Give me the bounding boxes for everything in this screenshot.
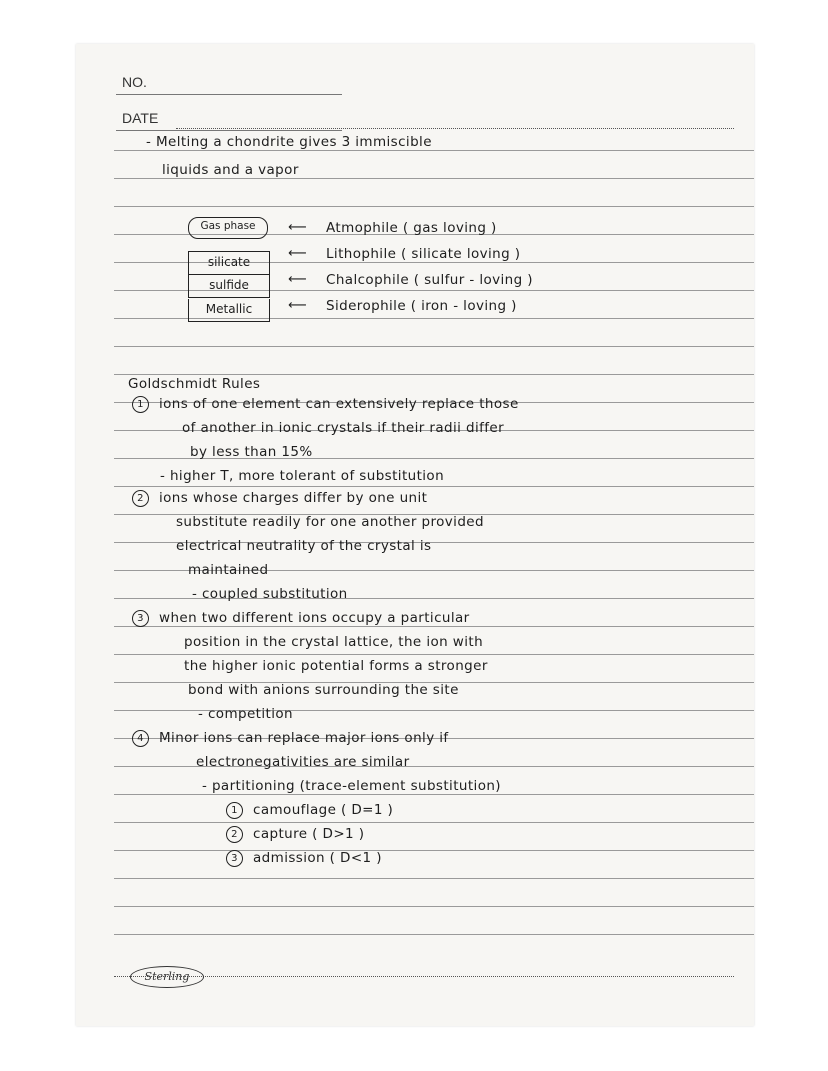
rule-line: [114, 654, 754, 655]
layer-label: silicate: [207, 255, 251, 269]
note-line: - competition: [198, 706, 293, 722]
layer-silicate: [188, 251, 270, 275]
arrow-left-icon: ⟵: [288, 272, 307, 287]
layer-label: Metallic: [205, 302, 253, 316]
rule-line: [114, 346, 754, 347]
note-line: position in the crystal lattice, the ion with: [184, 634, 484, 650]
arrow-left-icon: ⟵: [288, 298, 307, 313]
note-line: when two different ions occupy a particular: [159, 610, 470, 626]
rule-line: [114, 878, 754, 879]
layer-metallic: [188, 299, 270, 322]
sub-number: 2: [226, 826, 243, 843]
rule-item: [132, 490, 427, 507]
element-class-label: Lithophile ( silicate loving ): [326, 246, 521, 262]
note-line: electronegativities are similar: [196, 754, 410, 770]
no-underline: [116, 94, 342, 95]
note-line: camouflage ( D=1 ): [253, 802, 394, 818]
layer-label: sulfide: [209, 278, 249, 292]
rule-line: [114, 850, 754, 851]
rule-number: 3: [132, 610, 149, 627]
note-line: - partitioning (trace-element substitution): [202, 778, 501, 794]
dotted-rule: [176, 128, 734, 129]
note-line: substitute readily for one another provided: [176, 514, 484, 530]
notebook-page: [76, 44, 754, 1026]
rule-line: [114, 822, 754, 823]
section-heading: Goldschmidt Rules: [128, 376, 261, 392]
element-class-label: Atmophile ( gas loving ): [326, 220, 497, 236]
date-underline: [116, 130, 342, 131]
rule-number: 2: [132, 490, 149, 507]
rule-number: 1: [132, 396, 149, 413]
rule-line: [114, 150, 754, 151]
note-line: of another in ionic crystals if their radii differ: [182, 420, 505, 436]
element-class-label: Siderophile ( iron - loving ): [326, 298, 517, 314]
no-label: NO.: [122, 74, 147, 90]
note-line: - higher T, more tolerant of substitution: [160, 468, 445, 484]
layer-gas-phase: [188, 217, 268, 239]
rule-line: [114, 178, 754, 179]
note-line: capture ( D>1 ): [253, 826, 365, 842]
sub-item: [226, 826, 364, 843]
rule-line: [114, 486, 754, 487]
note-line: - Melting a chondrite gives 3 immiscible: [146, 134, 432, 150]
arrow-left-icon: ⟵: [288, 246, 307, 261]
rule-item: [132, 730, 449, 747]
sub-item: [226, 850, 382, 867]
dotted-rule: [114, 976, 734, 978]
rule-item: [132, 396, 519, 413]
note-line: maintained: [188, 562, 269, 578]
sub-number: 3: [226, 850, 243, 867]
note-line: - coupled substitution: [192, 586, 348, 602]
rule-line: [114, 374, 754, 375]
note-line: admission ( D<1 ): [253, 850, 382, 866]
note-line: liquids and a vapor: [162, 162, 299, 178]
arrow-left-icon: ⟵: [288, 220, 307, 235]
sub-number: 1: [226, 802, 243, 819]
brand-logo: Sterling: [130, 966, 204, 988]
note-line: electrical neutrality of the crystal is: [176, 538, 432, 554]
element-class-label: Chalcophile ( sulfur - loving ): [326, 272, 533, 288]
rule-line: [114, 906, 754, 907]
layer-label: Gas phase: [200, 220, 256, 232]
rule-line: [114, 794, 754, 795]
layer-sulfide: [188, 275, 270, 298]
note-line: Minor ions can replace major ions only if: [159, 730, 449, 746]
note-line: bond with anions surrounding the site: [188, 682, 459, 698]
date-label: DATE: [122, 110, 159, 126]
rule-line: [114, 934, 754, 935]
rule-item: [132, 610, 470, 627]
note-line: ions of one element can extensively replace those: [159, 396, 519, 412]
note-line: ions whose charges differ by one unit: [159, 490, 428, 506]
rule-number: 4: [132, 730, 149, 747]
sub-item: [226, 802, 393, 819]
note-line: by less than 15%: [190, 444, 313, 460]
note-line: the higher ionic potential forms a stronger: [184, 658, 488, 674]
rule-line: [114, 206, 754, 207]
